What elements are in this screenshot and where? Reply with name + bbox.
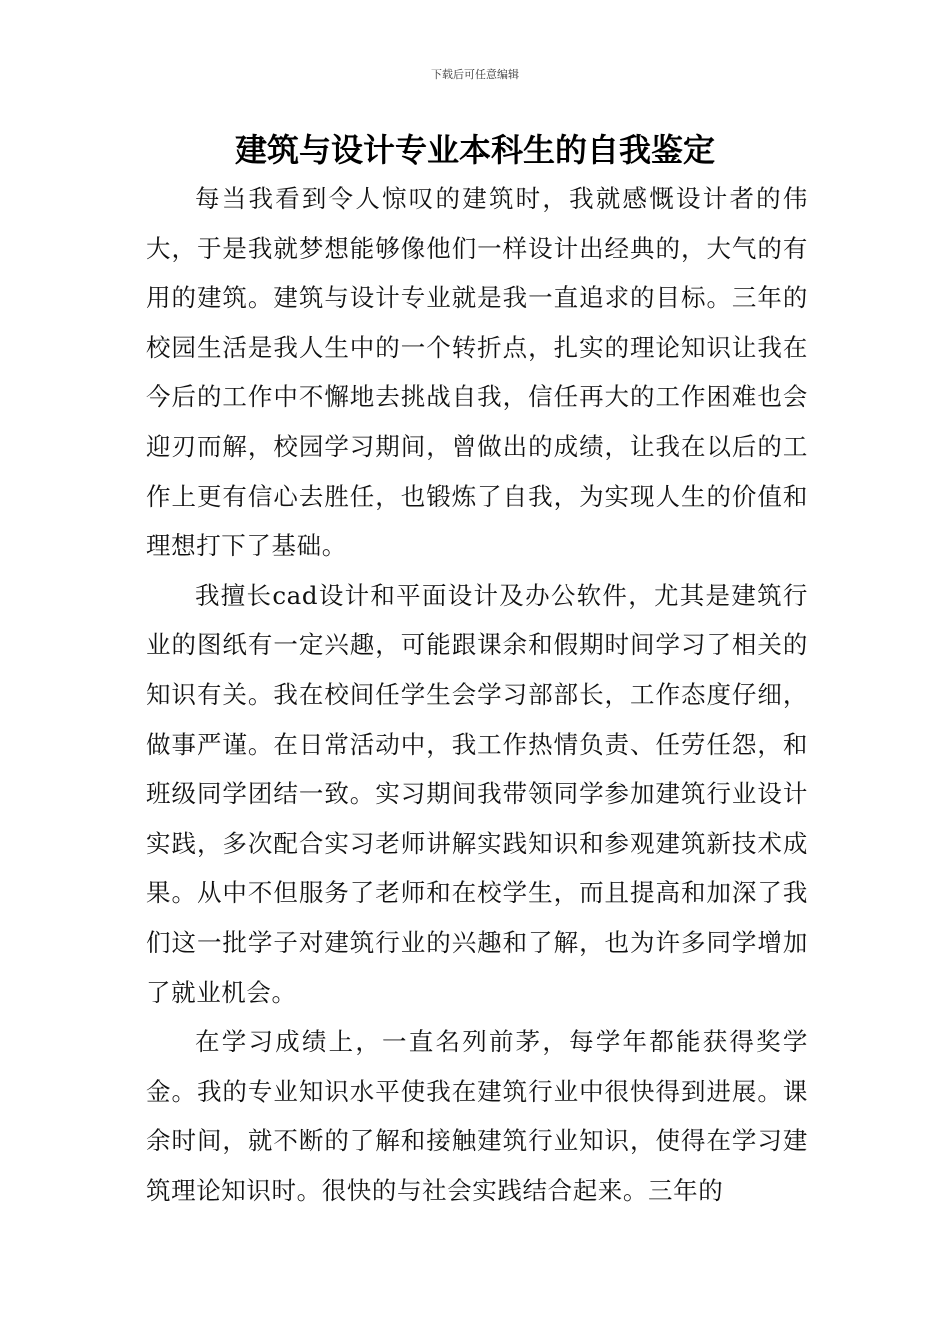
page-title: 建筑与设计专业本科生的自我鉴定 <box>234 131 715 169</box>
paragraph-1: 每当我看到令人惊叹的建筑时，我就感慨设计者的伟大，于是我就梦想能够像他们一样设计出经典的，大气的有用的建筑。建筑与设计专业就是我一直追求的目标。三年的校园生活是我人生中的一个转折点，扎实的理论知识让我在今后的工作中不懈地去挑战自我，信任再大的工作困难也会迎刃而解，校园学习期间，曾做出的成绩，让我在以后的工作上更有信心去胜任，也锻炼了自我，为实现人生的价值和理想打下了基础。 <box>146 184 808 561</box>
header-note: 下载后可任意编辑 <box>431 68 519 81</box>
paragraph-3: 在学习成绩上，一直名列前茅，每学年都能获得奖学金。我的专业知识水平使我在建筑行业中很快得到进展。课余时间，就不断的了解和接触建筑行业知识，使得在学习建筑理论知识时。很快的与社会实践结合起来。三年的 <box>146 1027 808 1205</box>
body-text <box>146 174 808 1215</box>
paragraph-2: 我擅长cad设计和平面设计及办公软件，尤其是建筑行业的图纸有一定兴趣，可能跟课余和假期时间学习了相关的知识有关。我在校间任学生会学习部部长，工作态度仔细，做事严谨。在日常活动中，我工作热情负责、任劳任怨，和班级同学团结一致。实习期间我带领同学参加建筑行业设计实践，多次配合实习老师讲解实践知识和参观建筑新技术成果。从中不但服务了老师和在校学生，而且提高和加深了我们这一批学子对建筑行业的兴趣和了解，也为许多同学增加了就业机会。 <box>146 580 808 1007</box>
